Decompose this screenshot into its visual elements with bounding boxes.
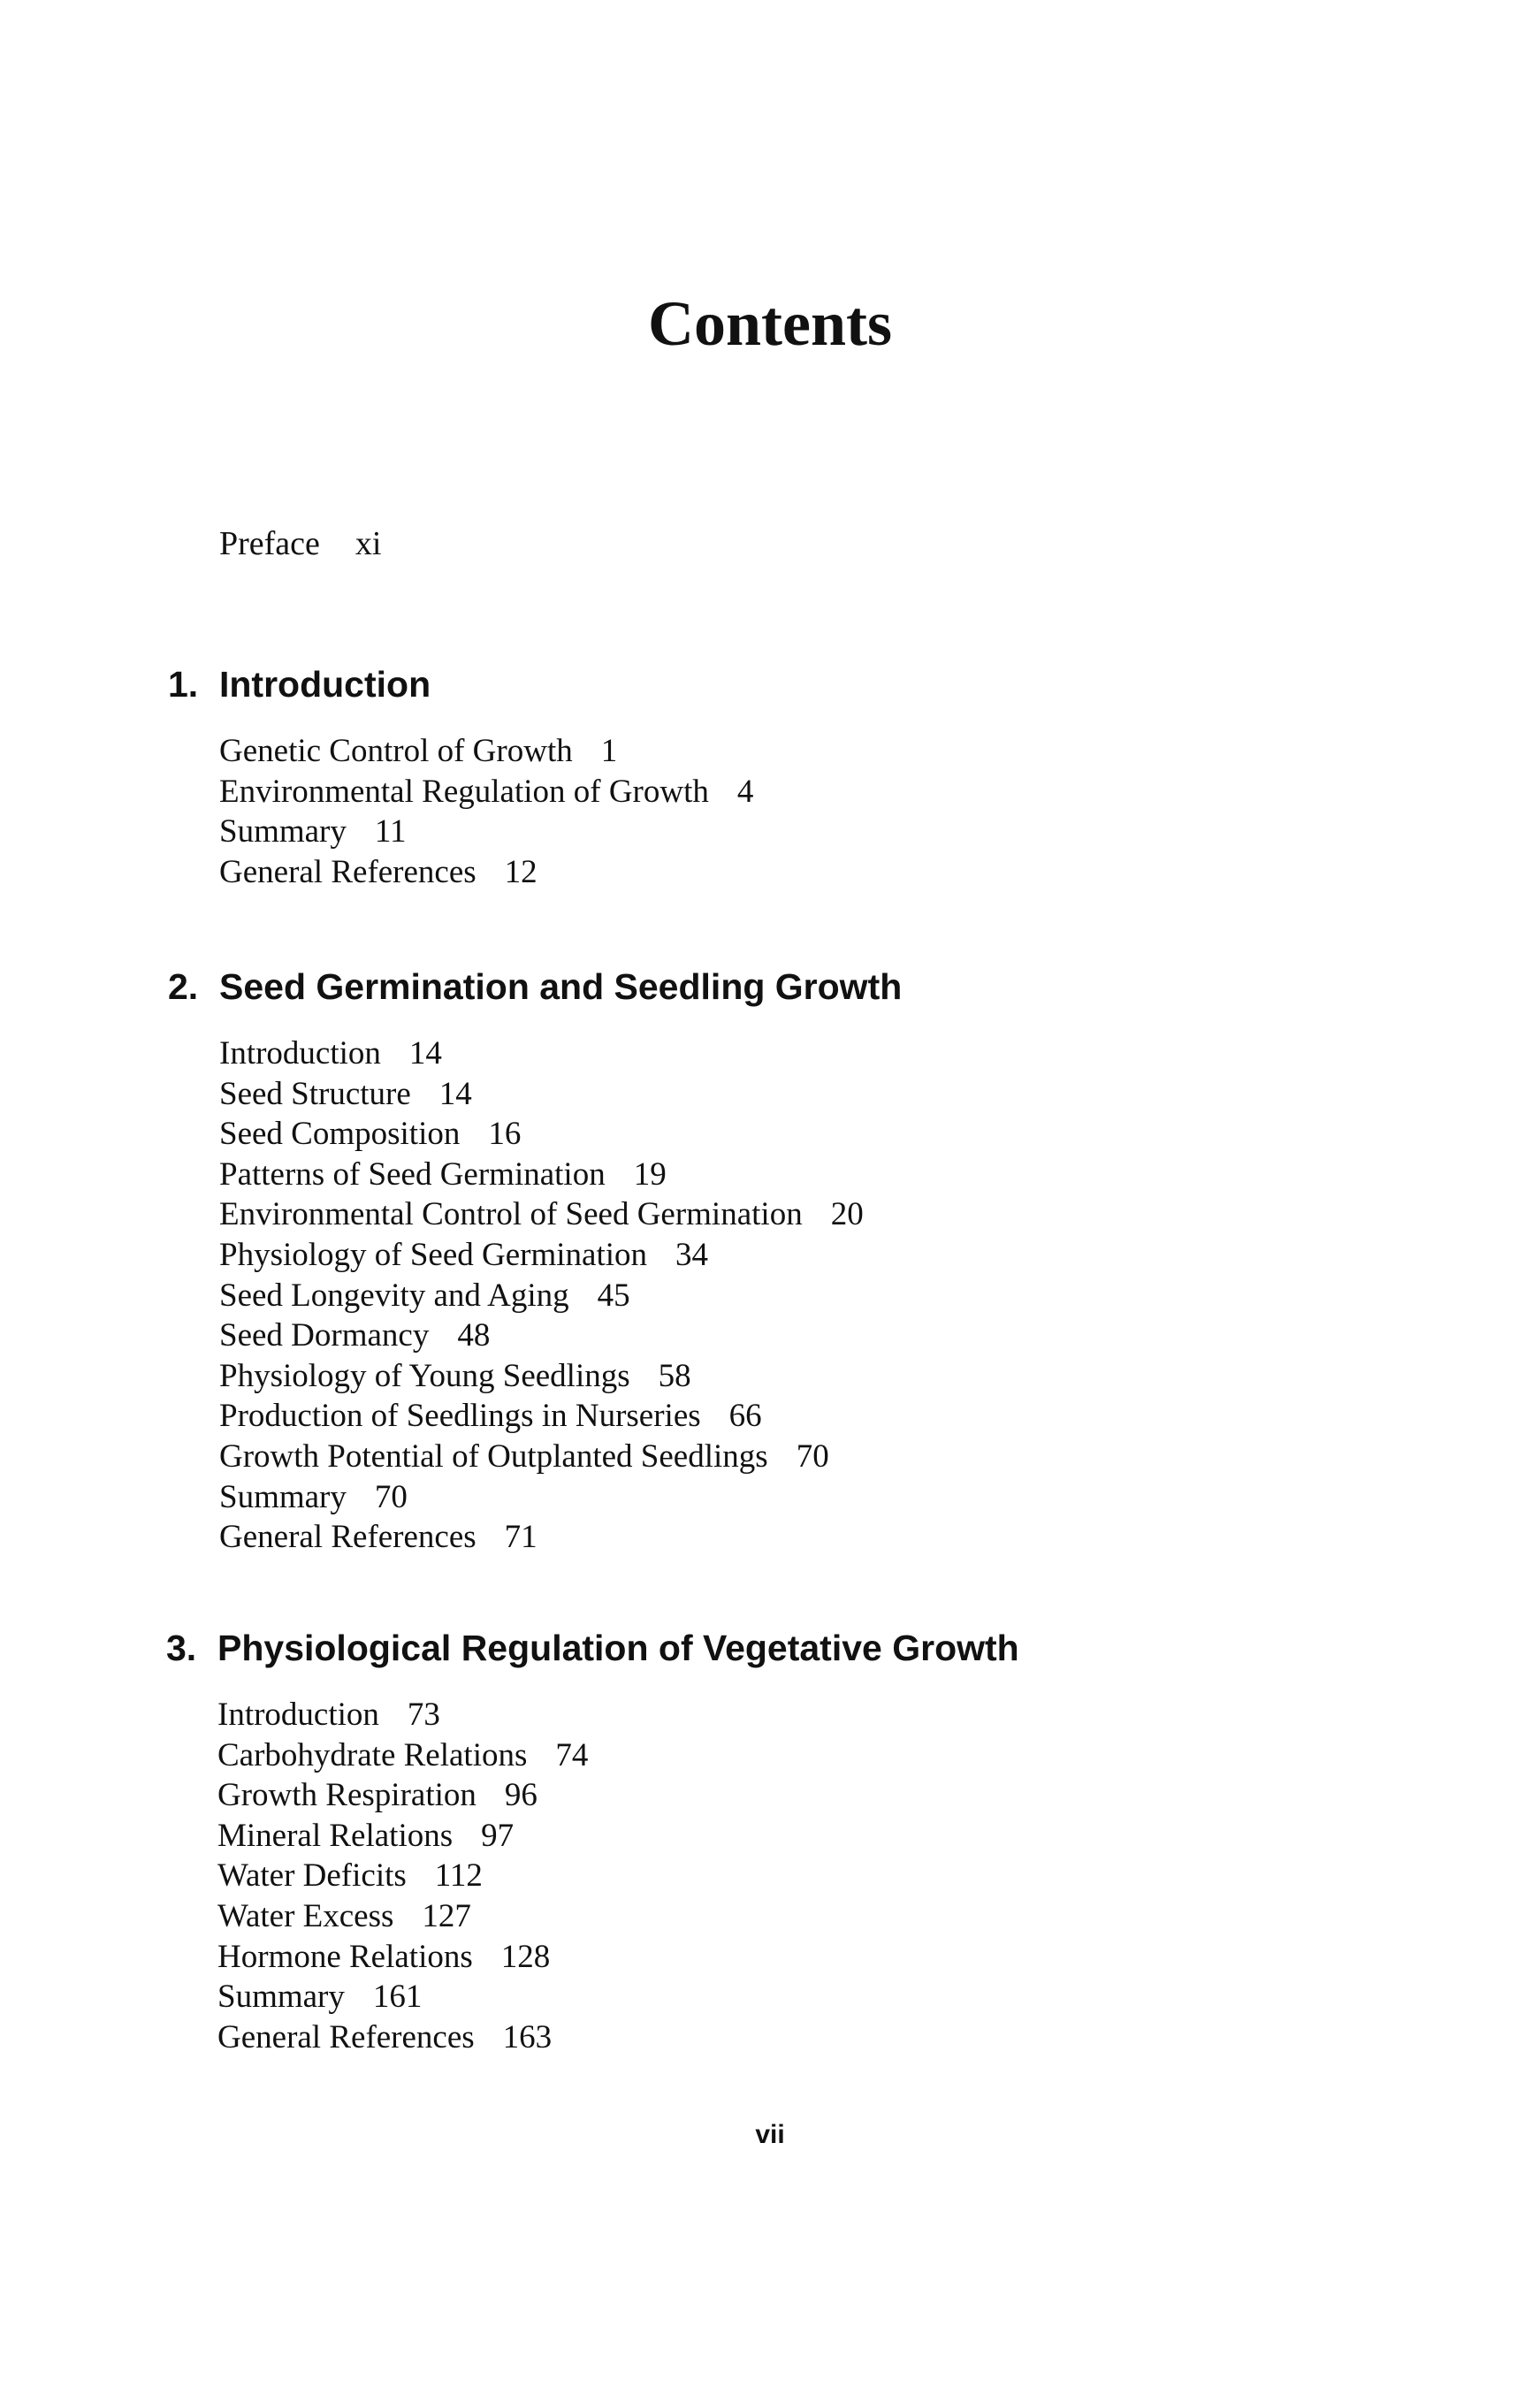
toc-entry-title: Summary: [217, 1979, 345, 2016]
toc-entry[interactable]: [219, 1114, 864, 1155]
toc-entry-page: 16: [488, 1116, 522, 1153]
chapter-heading[interactable]: [168, 965, 902, 1008]
toc-entry-page: 112: [434, 1857, 483, 1895]
toc-entry-title: Introduction: [217, 1697, 379, 1733]
toc-entry[interactable]: [219, 1033, 864, 1074]
toc-entry[interactable]: [219, 1155, 864, 1195]
page-number: vii: [755, 2120, 785, 2149]
toc-entry-page: 96: [504, 1777, 537, 1814]
toc-entry-page: 70: [796, 1438, 829, 1475]
toc-entry[interactable]: [217, 1735, 588, 1776]
chapter-title: Physiological Regulation of Vegetative Growth: [217, 1628, 1019, 1668]
toc-entry[interactable]: [219, 772, 753, 812]
toc-entry-page: 48: [457, 1317, 491, 1354]
toc-entry-page: 73: [407, 1697, 440, 1733]
toc-entry-title: Environmental Control of Seed Germination: [219, 1196, 803, 1233]
toc-entry-title: Introduction: [219, 1035, 381, 1071]
toc-entry[interactable]: [219, 852, 753, 893]
toc-entry-page: 14: [438, 1075, 472, 1112]
toc-entry[interactable]: [217, 1896, 588, 1937]
chapter-title: Seed Germination and Seedling Growth: [219, 966, 903, 1007]
chapter-entry-list: [217, 1695, 588, 2057]
toc-entry[interactable]: [217, 1775, 588, 1816]
toc-entry-title: Summary: [219, 1478, 347, 1515]
toc-entry-title: Seed Dormancy: [219, 1317, 430, 1354]
chapter-number: 2.: [168, 966, 199, 1007]
toc-entry-page: 66: [728, 1398, 762, 1435]
toc-entry[interactable]: [217, 1856, 588, 1896]
toc-entry-title: General References: [219, 853, 476, 890]
toc-entry-title: Seed Composition: [219, 1116, 461, 1153]
toc-entry-page: 14: [408, 1035, 442, 1071]
preface-page: xi: [355, 525, 382, 562]
toc-entry[interactable]: [219, 1396, 864, 1437]
toc-entry-page: 1: [600, 733, 618, 769]
toc-entry-title: Environmental Regulation of Growth: [219, 773, 709, 810]
toc-entry-title: General References: [217, 2018, 475, 2055]
toc-entry[interactable]: [219, 1356, 864, 1397]
toc-entry-title: Growth Potential of Outplanted Seedlings: [219, 1438, 768, 1475]
chapter-entry-list: [219, 731, 753, 892]
chapter-heading[interactable]: [166, 1627, 1019, 1669]
toc-entry-page: 12: [504, 853, 537, 890]
toc-entry-title: Carbohydrate Relations: [217, 1736, 528, 1773]
toc-entry[interactable]: [217, 1695, 588, 1735]
chapter-number: 1.: [168, 664, 199, 705]
toc-entry[interactable]: [217, 2017, 588, 2058]
toc-entry-title: Seed Structure: [219, 1075, 411, 1112]
toc-entry-title: Patterns of Seed Germination: [219, 1155, 606, 1193]
toc-entry-page: 97: [481, 1817, 515, 1854]
toc-entry-title: Hormone Relations: [217, 1938, 473, 1975]
toc-entry[interactable]: [219, 1437, 864, 1477]
toc-entry-page: 70: [374, 1478, 408, 1515]
toc-entry-title: Production of Seedlings in Nurseries: [219, 1398, 701, 1435]
toc-entry-page: 20: [830, 1196, 864, 1233]
toc-entry-page: 34: [675, 1236, 709, 1273]
toc-entry-title: Water Excess: [217, 1897, 394, 1934]
toc-entry-page: 11: [374, 813, 407, 850]
toc-entry-page: 74: [555, 1736, 589, 1773]
toc-entry-title: Mineral Relations: [217, 1817, 454, 1854]
toc-entry[interactable]: [219, 812, 753, 852]
toc-entry[interactable]: [217, 1977, 588, 2017]
chapter-entry-list: [219, 1033, 864, 1558]
toc-entry[interactable]: [219, 731, 753, 772]
toc-entry-title: General References: [219, 1519, 476, 1556]
toc-entry-title: Genetic Control of Growth: [219, 733, 573, 769]
toc-entry-title: Physiology of Seed Germination: [219, 1236, 648, 1273]
toc-entry-page: 58: [658, 1357, 691, 1394]
toc-entry-page: 19: [633, 1155, 667, 1193]
toc-entry-title: Seed Longevity and Aging: [219, 1277, 569, 1314]
preface-entry[interactable]: [219, 523, 381, 564]
toc-entry-page: 127: [422, 1897, 471, 1934]
chapter-title: Introduction: [219, 664, 431, 705]
toc-entry-page: 161: [372, 1979, 423, 2016]
toc-entry[interactable]: [219, 1517, 864, 1558]
toc-entry[interactable]: [219, 1074, 864, 1115]
toc-entry[interactable]: [219, 1235, 864, 1276]
toc-entry-title: Summary: [219, 813, 347, 850]
toc-entry-title: Physiology of Young Seedlings: [219, 1357, 630, 1394]
toc-entry-page: 45: [597, 1277, 630, 1314]
toc-entry-page: 71: [504, 1519, 537, 1556]
chapter-heading[interactable]: [168, 663, 431, 705]
page-title: Contents: [647, 288, 892, 359]
toc-entry-title: Growth Respiration: [217, 1777, 476, 1814]
toc-entry-title: Water Deficits: [217, 1857, 407, 1895]
toc-entry[interactable]: [219, 1477, 864, 1518]
toc-entry-page: 4: [736, 773, 754, 810]
preface-title: Preface: [219, 525, 320, 562]
toc-entry-page: 163: [502, 2018, 553, 2055]
toc-entry[interactable]: [219, 1276, 864, 1316]
toc-entry-page: 128: [500, 1938, 551, 1975]
toc-entry[interactable]: [217, 1816, 588, 1857]
toc-entry[interactable]: [217, 1937, 588, 1978]
chapter-number: 3.: [166, 1628, 197, 1668]
toc-entry[interactable]: [219, 1316, 864, 1356]
toc-entry[interactable]: [219, 1194, 864, 1235]
